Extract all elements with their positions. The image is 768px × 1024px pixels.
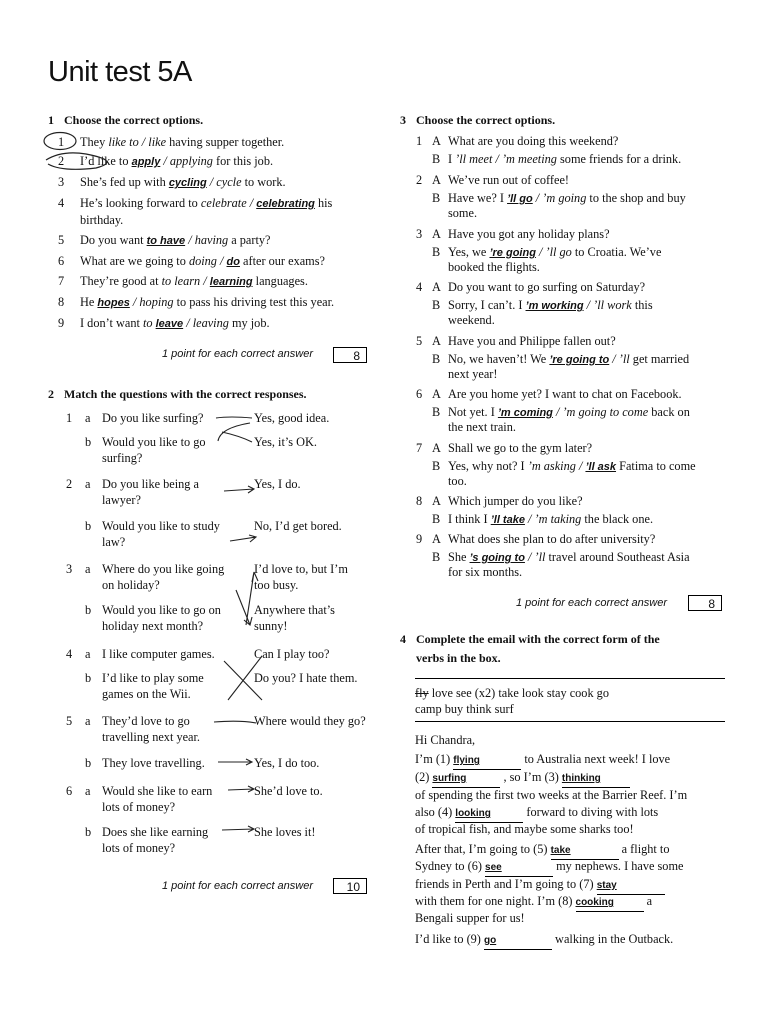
question-b: Would you like to study xyxy=(102,519,220,533)
question-a: Do you like being a xyxy=(102,477,199,491)
question-b: surfing? xyxy=(102,451,143,465)
item-text: Are you home yet? I want to chat on Facebook. xyxy=(448,387,682,401)
item-text: too. xyxy=(448,474,467,488)
item-text: get married xyxy=(629,352,690,366)
item-text: They’re good at xyxy=(80,274,162,288)
box-bottom-line xyxy=(415,721,725,722)
response-b: sunny! xyxy=(254,619,288,633)
speaker-b: B xyxy=(432,298,441,312)
handwritten-answer: to have xyxy=(146,235,186,247)
option-choice: / cycle xyxy=(206,175,242,189)
option-choice: / ’ll work xyxy=(583,298,632,312)
item-text: Sorry, I can’t. I xyxy=(448,298,526,312)
option-choice: celebrate / xyxy=(200,196,257,210)
answer-blank xyxy=(485,858,553,877)
item-number: 2 xyxy=(416,173,423,187)
item-text: travel around Southeast Asia xyxy=(545,550,690,564)
match-line-6a xyxy=(228,786,254,792)
item-text: Not yet. I xyxy=(448,405,498,419)
handwritten-answer: hopes xyxy=(97,297,130,309)
box-top-line xyxy=(415,678,725,679)
speaker-a: A xyxy=(432,334,441,348)
letter-b: b xyxy=(85,435,92,449)
item-number: 7 xyxy=(416,441,423,455)
item-text: to Croatia. We’ve xyxy=(571,245,662,259)
item-text: to the shop and buy xyxy=(586,191,686,205)
item-text: to work. xyxy=(241,175,286,189)
response-b: Do you? I hate them. xyxy=(254,671,358,685)
handwritten-answer: take xyxy=(550,845,571,856)
item-text: having supper together. xyxy=(166,135,285,149)
question-a: lawyer? xyxy=(102,493,141,507)
answer-line xyxy=(448,312,495,328)
letter-b: b xyxy=(85,519,92,533)
item-number: 1 xyxy=(58,135,65,149)
answer-line xyxy=(448,473,467,489)
match-line-6b xyxy=(222,826,254,832)
letter-b: b xyxy=(85,671,92,685)
item-number: 6 xyxy=(58,254,65,268)
email-text: Sydney to (6) xyxy=(415,859,486,873)
section-number: 4 xyxy=(400,632,406,646)
item-text: this xyxy=(631,298,653,312)
speaker-a: A xyxy=(432,134,441,148)
item-text: No, we haven’t! We xyxy=(448,352,550,366)
response-a: Where would they go? xyxy=(254,714,366,728)
option-line xyxy=(80,153,273,170)
answer-line xyxy=(448,205,477,221)
group-number: 6 xyxy=(66,784,73,798)
item-text: booked the flights. xyxy=(448,260,540,274)
points-note: 1 point for each correct answer xyxy=(516,597,668,609)
handwritten-answer: leave xyxy=(155,318,184,330)
response-b: Anywhere that’s xyxy=(254,603,335,617)
answer-line xyxy=(448,386,682,402)
answer-blank xyxy=(453,751,521,770)
option-line xyxy=(80,294,334,311)
answer-line xyxy=(448,259,540,275)
response-b: Yes, it’s OK. xyxy=(254,435,317,449)
question-a: I like computer games. xyxy=(102,647,215,661)
item-text: Have you got any holiday plans? xyxy=(448,227,610,241)
group-number: 4 xyxy=(66,647,73,661)
email-greeting: Hi Chandra, xyxy=(415,733,476,747)
option-choice: / hoping xyxy=(129,295,174,309)
question-a: on holiday? xyxy=(102,578,160,592)
item-number: 3 xyxy=(58,175,65,189)
item-number: 8 xyxy=(58,295,65,309)
match-line-5a xyxy=(214,721,256,723)
item-text: What does she plan to do after university? xyxy=(448,532,656,546)
option-line xyxy=(80,195,332,212)
speaker-a: A xyxy=(432,494,441,508)
item-text: for six months. xyxy=(448,565,523,579)
email-line xyxy=(415,787,687,803)
item-text: to pass his driving test this year. xyxy=(173,295,335,309)
response-a: Yes, I do. xyxy=(254,477,301,491)
email-text: (2) xyxy=(415,770,433,784)
speaker-a: A xyxy=(432,387,441,401)
response-a: She’d love to. xyxy=(254,784,323,798)
email-line xyxy=(415,931,673,950)
item-text: Which jumper do you like? xyxy=(448,494,583,508)
option-choice: to learn / xyxy=(161,274,210,288)
question-b: lots of money? xyxy=(102,841,176,855)
option-line xyxy=(80,174,286,191)
speaker-a: A xyxy=(432,280,441,294)
item-number: 1 xyxy=(416,134,423,148)
match-line-5b xyxy=(218,759,252,765)
item-text: He’s looking forward to xyxy=(80,196,201,210)
section-title: Complete the email with the correct form of the xyxy=(416,632,660,646)
letter-a: a xyxy=(85,647,91,661)
handwritten-answer: stay xyxy=(596,880,617,891)
email-text: walking in the Outback. xyxy=(551,932,674,946)
item-text: Have we? I xyxy=(448,191,508,205)
email-text: also (4) xyxy=(415,805,456,819)
letter-a: a xyxy=(85,411,91,425)
item-text: for this job. xyxy=(212,154,274,168)
speaker-a: A xyxy=(432,441,441,455)
item-number: 8 xyxy=(416,494,423,508)
handwritten-answer: ’re going xyxy=(489,247,536,259)
question-b: Would you like to go on xyxy=(102,603,221,617)
speaker-a: A xyxy=(432,173,441,187)
handwritten-answer: flying xyxy=(453,755,480,766)
handwritten-answer: ’s going to xyxy=(469,552,525,564)
email-line xyxy=(415,769,630,788)
email-text: forward to diving with lots xyxy=(523,805,659,819)
item-text: I xyxy=(448,152,456,166)
response-b: No, I’d get bored. xyxy=(254,519,342,533)
answer-blank xyxy=(576,893,644,912)
letter-b: b xyxy=(85,825,92,839)
answer-line xyxy=(448,493,583,509)
item-text: He xyxy=(80,295,98,309)
match-line-2a xyxy=(224,486,254,493)
item-text: back on xyxy=(648,405,690,419)
question-a: They’d love to go xyxy=(102,714,190,728)
item-text: She’s fed up with xyxy=(80,175,169,189)
question-a: Where do you like going xyxy=(102,562,225,576)
item-number: 7 xyxy=(58,274,65,288)
answer-line xyxy=(448,190,686,207)
response-b: Yes, I do too. xyxy=(254,756,320,770)
speaker-b: B xyxy=(432,405,441,419)
letter-a: a xyxy=(85,562,91,576)
email-text: of spending the first two weeks at the Barrier Reef. I’m xyxy=(415,788,688,802)
option-line xyxy=(80,315,270,332)
option-choice: to xyxy=(142,316,156,330)
letter-a: a xyxy=(85,784,91,798)
score-box: 8 xyxy=(333,347,367,363)
email-text: my nephews. I have some xyxy=(553,859,684,873)
answer-line xyxy=(448,419,516,435)
email-text: a xyxy=(643,894,653,908)
email-text: After that, I’m going to (5) xyxy=(415,842,551,856)
option-choice: / ’m taking xyxy=(524,512,582,526)
handwritten-answer: go xyxy=(483,935,497,946)
email-line xyxy=(415,858,683,877)
answer-blank xyxy=(484,931,552,950)
option-choice: ’ll meet / ’m meeting xyxy=(455,152,557,166)
answer-blank xyxy=(432,769,500,788)
section-number: 3 xyxy=(400,113,406,127)
answer-line xyxy=(448,511,653,528)
group-number: 3 xyxy=(66,562,73,576)
handwritten-answer: do xyxy=(226,256,240,268)
group-number: 1 xyxy=(66,411,73,425)
option-line xyxy=(80,273,308,290)
question-b: holiday next month? xyxy=(102,619,204,633)
item-number: 9 xyxy=(416,532,423,546)
item-text: next year! xyxy=(448,367,498,381)
handwritten-answer: learning xyxy=(209,276,253,288)
answer-line xyxy=(448,172,569,188)
speaker-b: B xyxy=(432,352,441,366)
item-text: Do you want to go surfing on Saturday? xyxy=(448,280,646,294)
email-text: , so I’m (3) xyxy=(500,770,562,784)
option-line xyxy=(80,232,271,249)
item-text: Yes, we xyxy=(448,245,490,259)
item-number: 2 xyxy=(58,154,65,168)
verb-list: love see (x2) take look stay cook go xyxy=(428,686,609,700)
email-text: friends in Perth and I’m going to (7) xyxy=(415,877,597,891)
item-text: What are you doing this weekend? xyxy=(448,134,619,148)
answer-line xyxy=(448,564,522,580)
handwritten-answer: celebrating xyxy=(256,198,315,210)
answer-line xyxy=(448,151,681,167)
item-number: 5 xyxy=(416,334,423,348)
question-b: They love travelling. xyxy=(102,756,205,770)
email-text: of tropical fish, and maybe some sharks too! xyxy=(415,822,634,836)
email-text: I’d like to (9) xyxy=(415,932,484,946)
item-text: Yes, why not? I xyxy=(448,459,528,473)
match-line-3b xyxy=(236,590,252,625)
section-title: Match the questions with the correct responses. xyxy=(64,387,307,401)
handwritten-answer: apply xyxy=(131,156,161,168)
question-b: Would you like to go xyxy=(102,435,206,449)
section-number: 2 xyxy=(48,387,54,401)
option-line xyxy=(80,134,284,150)
item-text: I don’t want xyxy=(80,316,143,330)
handwritten-answer: ’ll take xyxy=(490,514,525,526)
item-number: 4 xyxy=(416,280,423,294)
score-box: 8 xyxy=(688,595,722,611)
email-text: a flight to xyxy=(618,842,670,856)
item-text: some friends for a drink. xyxy=(556,152,682,166)
option-choice: / applying xyxy=(160,154,213,168)
answer-line xyxy=(448,133,618,149)
item-text: languages. xyxy=(252,274,308,288)
item-number: 5 xyxy=(58,233,65,247)
item-text: a party? xyxy=(228,233,271,247)
item-text: some. xyxy=(448,206,478,220)
answer-line xyxy=(448,458,696,475)
answer-line xyxy=(448,366,498,382)
speaker-b: B xyxy=(432,550,441,564)
section-number: 1 xyxy=(48,113,54,127)
item-text: Do you want xyxy=(80,233,147,247)
letter-b: b xyxy=(85,603,92,617)
question-a: Would she like to earn xyxy=(102,784,213,798)
letter-a: a xyxy=(85,714,91,728)
question-b: I’d like to play some xyxy=(102,671,204,685)
question-a: Do you like surfing? xyxy=(102,411,204,425)
points-note: 1 point for each correct answer xyxy=(162,348,314,360)
speaker-b: B xyxy=(432,245,441,259)
letter-b: b xyxy=(85,756,92,770)
speaker-b: B xyxy=(432,152,441,166)
item-text: I’d like to xyxy=(80,154,132,168)
option-choice: like to / like xyxy=(108,135,167,149)
item-number: 3 xyxy=(416,227,423,241)
handwritten-answer: cooking xyxy=(575,897,614,908)
handwritten-answer: looking xyxy=(455,808,491,819)
answer-line xyxy=(448,333,616,349)
score-box: 10 xyxy=(333,878,367,894)
item-text: I think I xyxy=(448,512,491,526)
option-choice: ’m asking / xyxy=(527,459,586,473)
points-note: 1 point for each correct answer xyxy=(162,880,314,892)
verb-box-row: camp buy think surf xyxy=(415,702,514,716)
item-number: 4 xyxy=(58,196,65,210)
question-a: travelling next year. xyxy=(102,730,200,744)
question-a: lots of money? xyxy=(102,800,176,814)
item-text: my job. xyxy=(228,316,270,330)
answer-line xyxy=(448,226,610,242)
email-text: to Australia next week! I love xyxy=(521,752,671,766)
speaker-b: B xyxy=(432,459,441,473)
response-a: too busy. xyxy=(254,578,299,592)
item-text: the black one. xyxy=(581,512,654,526)
option-choice: / leaving xyxy=(183,316,229,330)
option-choice: / ’m going xyxy=(532,191,587,205)
group-number: 2 xyxy=(66,477,73,491)
group-number: 5 xyxy=(66,714,73,728)
page-title: Unit test 5A xyxy=(48,56,192,88)
answer-line xyxy=(448,440,592,456)
option-choice: / ’ll xyxy=(609,352,630,366)
item-text: birthday. xyxy=(80,213,124,227)
item-text: Have you and Philippe fallen out? xyxy=(448,334,616,348)
speaker-b: B xyxy=(432,512,441,526)
item-text: We’ve run out of coffee! xyxy=(448,173,570,187)
option-choice: / ’m going to come xyxy=(552,405,649,419)
option-line xyxy=(80,253,325,270)
email-text: I’m (1) xyxy=(415,752,454,766)
email-line xyxy=(415,821,634,837)
handwritten-answer: ’re going to xyxy=(549,354,610,366)
handwritten-answer: ’ll go xyxy=(507,193,533,205)
speaker-a: A xyxy=(432,227,441,241)
option-choice: doing / xyxy=(188,254,227,268)
item-text: his xyxy=(314,196,333,210)
item-number: 9 xyxy=(58,316,65,330)
option-line xyxy=(80,212,123,228)
item-text: weekend. xyxy=(448,313,495,327)
handwritten-answer: surfing xyxy=(432,773,467,784)
item-text: Shall we go to the gym later? xyxy=(448,441,593,455)
match-line-1b xyxy=(218,423,252,442)
answer-blank xyxy=(562,769,630,788)
match-line-2b xyxy=(230,535,256,542)
handwritten-answer: ’m working xyxy=(525,300,584,312)
answer-line xyxy=(448,531,655,547)
item-text: She xyxy=(448,550,470,564)
answer-line xyxy=(448,279,645,295)
email-line xyxy=(415,910,525,926)
option-choice: / ’ll xyxy=(524,550,546,564)
handwritten-answer: cycling xyxy=(168,177,207,189)
response-a: Yes, good idea. xyxy=(254,411,330,425)
crossed-verb: fly xyxy=(415,686,429,700)
response-a: Can I play too? xyxy=(254,647,330,661)
handwritten-answer: thinking xyxy=(561,773,601,784)
item-text: the next train. xyxy=(448,420,516,434)
speaker-b: B xyxy=(432,191,441,205)
option-choice: / ’ll go xyxy=(535,245,572,259)
item-number: 6 xyxy=(416,387,423,401)
section-title: Choose the correct options. xyxy=(416,113,556,127)
response-a: I’d love to, but I’m xyxy=(254,562,348,576)
item-text: They xyxy=(80,135,109,149)
section-title-2: verbs in the box. xyxy=(416,651,501,665)
email-line xyxy=(415,751,670,770)
handwritten-answer: ’ll ask xyxy=(585,461,617,473)
item-text: Fatima to come xyxy=(616,459,696,473)
question-b: law? xyxy=(102,535,126,549)
question-b: Does she like earning xyxy=(102,825,209,839)
item-text: What are we going to xyxy=(80,254,189,268)
speaker-a: A xyxy=(432,532,441,546)
response-b: She loves it! xyxy=(254,825,316,839)
section-title: Choose the correct options. xyxy=(64,113,204,127)
question-b: games on the Wii. xyxy=(102,687,191,701)
option-choice: / having xyxy=(185,233,229,247)
verb-box-row xyxy=(415,685,609,701)
letter-a: a xyxy=(85,477,91,491)
email-text: Bengali supper for us! xyxy=(415,911,525,925)
email-text: with them for one night. I’m (8) xyxy=(415,894,576,908)
handwritten-answer: see xyxy=(485,862,502,873)
item-text: after our exams? xyxy=(239,254,325,268)
handwritten-answer: ’m coming xyxy=(497,407,553,419)
match-line-1a xyxy=(216,417,252,418)
